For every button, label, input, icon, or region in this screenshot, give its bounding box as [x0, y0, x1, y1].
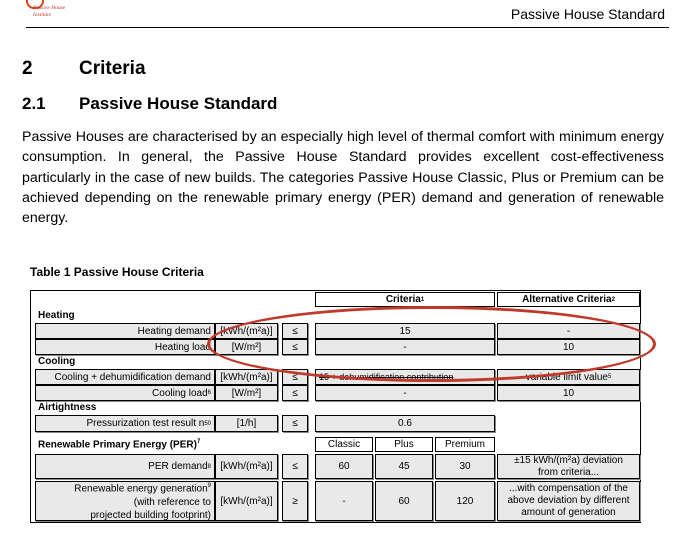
- per-demand-label-sup: 8: [207, 463, 211, 470]
- heating-demand-unit: [kWh/(m²a)]: [215, 323, 278, 339]
- airtightness-value: 0.6: [315, 415, 495, 432]
- airtightness-unit: [1/h]: [215, 415, 278, 432]
- cooling-load-operator: ≤: [282, 385, 308, 401]
- column-header-alternative-text: Alternative Criteria: [522, 294, 612, 305]
- cooling-load-label-text: Cooling load: [152, 387, 208, 399]
- per-generation-unit: [kWh/(m²a)]: [215, 481, 278, 521]
- heating-demand-label: Heating demand: [35, 323, 215, 339]
- per-demand-label: [35, 454, 215, 479]
- per-demand-plus: 45: [375, 454, 433, 479]
- per-generation-premium: 120: [435, 481, 495, 521]
- subsection-number: 2.1: [22, 94, 46, 113]
- per-generation-alt-line2: above deviation by different: [507, 495, 630, 506]
- cooling-demand-alternative-text: variable limit value: [525, 371, 608, 383]
- group-heading-per-sup: 7: [196, 439, 201, 445]
- subsection-title: Passive House Standard: [79, 94, 278, 113]
- heating-load-unit: [W/m²]: [215, 339, 278, 355]
- section-title: Criteria: [79, 58, 146, 79]
- per-demand-premium: 30: [435, 454, 495, 479]
- airtightness-label: [35, 415, 215, 432]
- heating-load-operator: ≤: [282, 339, 308, 355]
- per-generation-label-line1: [74, 480, 211, 495]
- heating-demand-operator: ≤: [282, 323, 308, 339]
- airtightness-label-sub: 50: [204, 420, 211, 427]
- cooling-demand-unit: [kWh/(m²a)]: [215, 369, 278, 385]
- section-number: 2: [22, 58, 33, 79]
- column-header-alternative: [497, 292, 640, 307]
- cooling-load-value: -: [315, 385, 495, 401]
- per-demand-unit: [kWh/(m²a)]: [215, 454, 278, 479]
- group-heading-per-text: Renewable Primary Energy (PER): [38, 439, 197, 451]
- column-header-criteria-sup: 1: [420, 296, 425, 303]
- criteria-table: [30, 290, 641, 523]
- per-generation-alternative: [497, 481, 640, 521]
- cooling-demand-value: 15 + dehumidification contribution: [315, 369, 495, 385]
- per-generation-plus: 60: [375, 481, 433, 521]
- per-generation-label-line1-text: Renewable energy generation: [74, 483, 208, 495]
- per-class-plus: Plus: [375, 437, 433, 452]
- group-heading-airtightness: Airtightness: [38, 402, 97, 413]
- cooling-demand-alternative: [497, 369, 640, 385]
- cooling-demand-alternative-sup: 5: [607, 374, 612, 380]
- per-demand-alternative: [497, 454, 640, 479]
- per-generation-label: [35, 481, 215, 521]
- column-header-criteria: [315, 292, 495, 307]
- per-generation-label-line3: projected building footprint): [90, 509, 211, 521]
- heating-load-label: Heating load: [35, 339, 215, 355]
- cooling-load-unit: [W/m²]: [215, 385, 278, 401]
- per-demand-alt-line2: from criteria...: [537, 466, 600, 478]
- airtightness-operator: ≤: [282, 415, 308, 432]
- cooling-demand-label: Cooling + dehumidification demand: [35, 369, 215, 385]
- per-demand-alt-line1: ±15 kWh/(m²a) deviation: [514, 454, 623, 466]
- group-heading-per: [38, 439, 200, 450]
- column-header-alternative-sup: 2: [611, 296, 615, 303]
- logo: [26, 0, 86, 22]
- per-demand-label-text: PER demand: [148, 461, 208, 472]
- heating-load-value: -: [315, 339, 495, 355]
- per-demand-classic: 60: [315, 454, 373, 479]
- cooling-load-alternative: 10: [497, 385, 640, 401]
- per-generation-operator: ≥: [282, 481, 308, 521]
- header-divider: [26, 27, 669, 28]
- heating-demand-alternative: -: [497, 323, 640, 339]
- table-caption: Table 1 Passive House Criteria: [30, 265, 204, 279]
- running-header-title: Passive House Standard: [510, 6, 665, 22]
- logo-text-line2: Institute: [33, 12, 52, 18]
- cooling-load-label-sup: 6: [207, 390, 211, 396]
- heating-load-alternative: 10: [497, 339, 640, 355]
- heating-demand-value: 15: [315, 323, 495, 339]
- cooling-load-label: [35, 385, 215, 401]
- column-header-criteria-text: Criteria: [385, 294, 421, 305]
- airtightness-label-text: Pressurization test result n: [86, 418, 205, 429]
- per-class-classic: Classic: [315, 437, 373, 452]
- group-heading-heating: Heating: [38, 310, 75, 321]
- group-heading-cooling: Cooling: [38, 356, 76, 367]
- per-generation-label-sup: 9: [207, 483, 211, 490]
- body-paragraph: Passive Houses are characterised by an especially high level of thermal comfort with minimum energy consumption. In general, the Passive House Standard provides excellent cost-effectiveness particularly in the case of new builds. The categories Passive House Classic, Plus or Premium can be achieved depending on the renewable primary energy (PER) demand and generation of renewable energy.: [22, 129, 664, 227]
- logo-text-line1: Passive House: [33, 5, 66, 11]
- cooling-demand-operator: ≤: [282, 369, 308, 385]
- per-class-premium: Premium: [435, 437, 495, 452]
- per-demand-operator: ≤: [282, 454, 308, 479]
- per-generation-alt-line3: amount of generation: [521, 507, 616, 518]
- per-generation-alt-line1: ...with compensation of the: [509, 483, 628, 494]
- per-generation-classic: -: [315, 481, 373, 521]
- per-generation-label-line2: (with reference to: [133, 496, 211, 508]
